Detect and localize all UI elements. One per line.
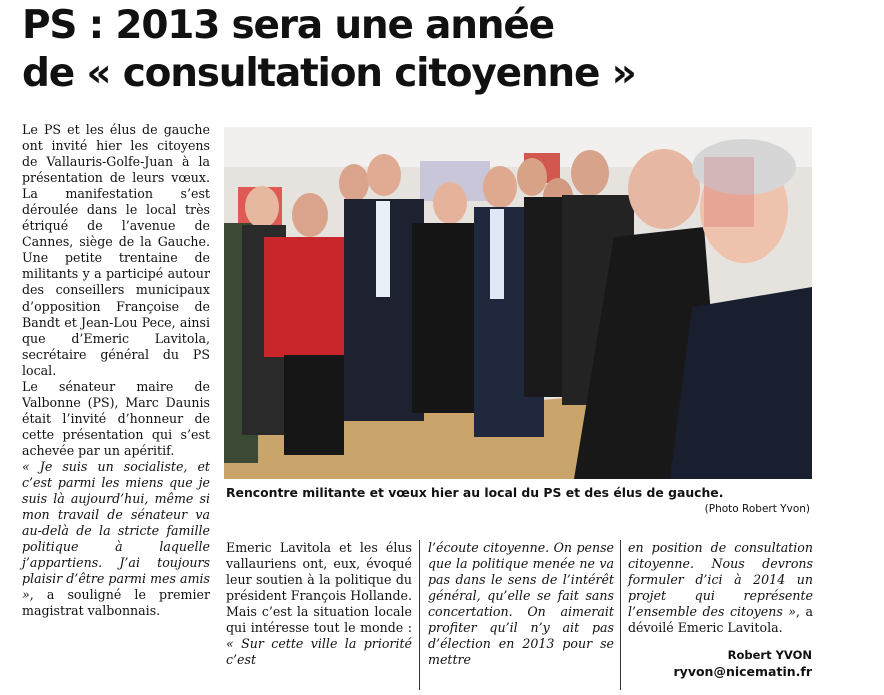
headline-line-1: PS : 2013 sera une année [22,3,554,48]
headline [22,2,872,98]
group-photo [224,127,812,479]
article-column-3 [428,540,614,668]
paragraph-conclusion [628,540,813,636]
paragraph-intro: Le PS et les élus de gauche ont invité hier les citoyens de Vallauris-Golfe-Juan à la présentation de leurs vœux. La manifestation s’est déroulée dans le local très étriqué de l’avenue de Cannes, siège de la Gauche. Une petite trentaine de militants y a participé autour des conseillers municipaux d’opposition Françoise de Bandt et Jean-Lou Pece, ainsi que d’Emeric Lavitola, secrétaire général du PS local. [22,122,210,378]
author-email: ryvon@nicematin.fr [673,664,812,679]
photo-credit: (Photo Robert Yvon) [704,503,810,515]
article-column-1 [22,122,210,619]
paragraph-quote [22,459,210,619]
paragraph-senator: Le sénateur maire de Valbonne (PS), Marc Daunis était l’invité d’honneur de cette présentation qui s’est achevée par un apéritif. [22,378,210,458]
article-column-2 [226,540,412,668]
author-name: Robert YVON [727,648,812,662]
photo-caption: Rencontre militante et vœux hier au local du PS et des élus de gauche. [226,485,724,500]
lavitola-quote-middle: l’écoute citoyenne. On pense que la politique menée ne va pas dans le sens de l’intérêt général, qu’elle se fait sans concertation. On aimerait profiter qu’il n’y ait pas d’élection en 2013 pour se mettre [428,540,614,668]
column-divider [620,540,621,690]
paragraph-lavitola-text: Emeric Lavitola et les élus vallauriens ont, eux, évoqué leur soutien à la politique du président François Hollande. Mais c’est la situation locale qui intéresse tout le monde : [226,540,412,636]
paragraph-lavitola [226,540,412,668]
headline-line-2: de « consultation citoyenne » [22,51,636,96]
column-divider [419,540,420,690]
lavitola-quote-start: « Sur cette ville la priorité c’est [226,636,412,668]
senator-quote: « Je suis un socialiste, et c’est parmi les miens que je suis là aujourd’hui, même si mon travail de sénateur va au-delà de la stricte famille politique à laquelle j’appartiens. J’ai toujours plaisir d’être parmi mes amis » [22,458,210,603]
group-photo-illustration [224,127,812,479]
article-column-4 [628,540,813,636]
senator-quote-attribution: , a souligné le premier magistrat valbonnais. [22,587,210,619]
lavitola-quote-end: en position de consultation citoyenne. Nous devrons formuler d’ici à 2014 un projet qui représente l’ensemble des citoyens » [628,540,813,620]
lavitola-attribution: , a dévoilé Emeric Lavitola. [628,604,813,636]
